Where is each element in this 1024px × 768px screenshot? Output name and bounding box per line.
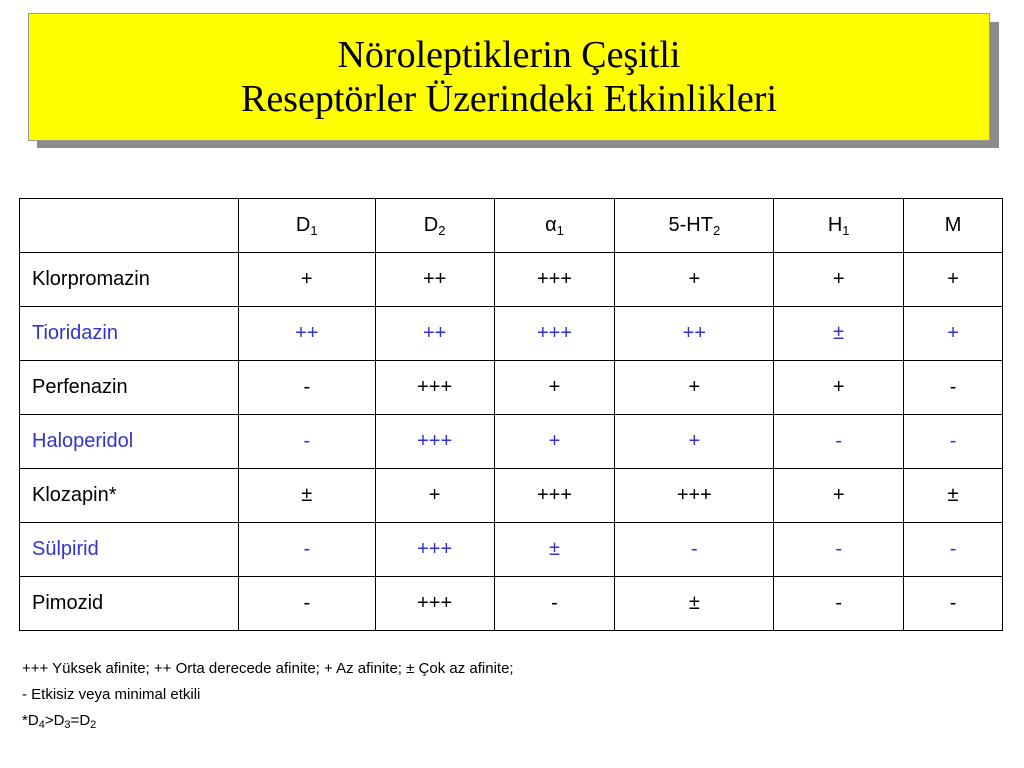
receptor-footnote <box>22 708 514 734</box>
affinity-cell: + <box>238 253 375 307</box>
column-header-base: H <box>827 214 843 236</box>
column-header-base: α <box>545 214 557 236</box>
table-row <box>20 361 1003 415</box>
affinity-cell: - <box>904 415 1003 469</box>
column-header-base: 5-HT <box>668 214 713 236</box>
affinity-cell: - <box>238 577 375 631</box>
affinity-cell: ++ <box>375 253 494 307</box>
affinity-cell: - <box>904 577 1003 631</box>
affinity-cell: - <box>238 415 375 469</box>
column-header-subscript: 2 <box>712 223 721 238</box>
affinity-cell: +++ <box>375 577 494 631</box>
drug-name-cell: Haloperidol <box>20 415 239 469</box>
affinity-cell: + <box>494 415 615 469</box>
affinity-cell: + <box>774 253 904 307</box>
table-row <box>20 415 1003 469</box>
affinity-cell: +++ <box>494 253 615 307</box>
drug-name-cell: Pimozid <box>20 577 239 631</box>
drug-name-cell: Klorpromazin <box>20 253 239 307</box>
slide-title <box>28 13 990 141</box>
footnote-d3-sub: 3 <box>64 719 71 731</box>
affinity-cell: ± <box>774 307 904 361</box>
column-header-5 <box>904 199 1003 253</box>
affinity-cell: +++ <box>375 415 494 469</box>
affinity-cell: +++ <box>375 361 494 415</box>
legend-note: +++ Yüksek afinite; ++ Orta derecede afinite; + Az afinite; ± Çok az afinite; <box>22 660 514 677</box>
affinity-cell: - <box>494 577 615 631</box>
affinity-cell: - <box>238 361 375 415</box>
column-header-base: D <box>295 214 311 236</box>
footnote-d2: D <box>79 712 91 729</box>
affinity-cell: +++ <box>615 469 774 523</box>
footnote-d3: D <box>53 712 65 729</box>
affinity-cell: - <box>904 523 1003 577</box>
table-row <box>20 523 1003 577</box>
affinity-cell: + <box>904 307 1003 361</box>
affinity-cell: ++ <box>375 307 494 361</box>
column-header-subscript: 1 <box>842 223 850 238</box>
footnote-d4: D <box>27 712 39 729</box>
column-header-1 <box>375 199 494 253</box>
drug-name-cell: Perfenazin <box>20 361 239 415</box>
affinity-cell: +++ <box>375 523 494 577</box>
affinity-cell: + <box>615 361 774 415</box>
drug-name-cell: Klozapin* <box>20 469 239 523</box>
footnote-d2-sub: 2 <box>90 719 97 731</box>
table-header-row <box>20 199 1003 253</box>
affinity-cell: ± <box>904 469 1003 523</box>
affinity-cell: + <box>494 361 615 415</box>
column-header-base: D <box>423 214 439 236</box>
affinity-cell: - <box>615 523 774 577</box>
title-line-2: Reseptörler Üzerindeki Etkinlikleri <box>240 78 778 120</box>
column-header-0 <box>238 199 375 253</box>
affinity-cell: ± <box>615 577 774 631</box>
affinity-cell: + <box>774 361 904 415</box>
table-body <box>20 253 1003 631</box>
affinity-cell: ++ <box>615 307 774 361</box>
affinity-cell: ± <box>494 523 615 577</box>
affinity-cell: + <box>774 469 904 523</box>
affinity-cell: - <box>904 361 1003 415</box>
drug-name-cell: Sülpirid <box>20 523 239 577</box>
affinity-cell: ++ <box>238 307 375 361</box>
table-row <box>20 307 1003 361</box>
column-header-subscript: 1 <box>310 223 318 238</box>
notes <box>22 656 514 734</box>
affinity-cell: - <box>774 577 904 631</box>
affinity-cell: - <box>774 523 904 577</box>
column-header-subscript: 1 <box>556 223 564 238</box>
table-row <box>20 469 1003 523</box>
column-header-2 <box>494 199 615 253</box>
receptor-affinity-table <box>19 198 1003 631</box>
affinity-cell: ± <box>238 469 375 523</box>
footnote-gt: > <box>44 712 54 729</box>
affinity-cell: + <box>615 253 774 307</box>
affinity-cell: +++ <box>494 307 615 361</box>
table-row <box>20 577 1003 631</box>
affinity-cell: - <box>238 523 375 577</box>
footnote-star: * <box>22 712 28 729</box>
drug-name-cell: Tioridazin <box>20 307 239 361</box>
table-row <box>20 253 1003 307</box>
affinity-cell: + <box>615 415 774 469</box>
header-corner-cell <box>20 199 239 253</box>
ineffective-note: - Etkisiz veya minimal etkili <box>22 686 201 703</box>
affinity-cell: + <box>904 253 1003 307</box>
footnote-d4-sub: 4 <box>38 719 45 731</box>
column-header-base: M <box>944 214 962 236</box>
affinity-cell: - <box>774 415 904 469</box>
affinity-cell: +++ <box>494 469 615 523</box>
affinity-cell: + <box>375 469 494 523</box>
footnote-eq: = <box>70 712 80 729</box>
title-line-1: Nöroleptiklerin Çeşitli <box>337 34 681 76</box>
column-header-3 <box>615 199 774 253</box>
column-header-subscript: 2 <box>438 223 446 238</box>
column-header-4 <box>774 199 904 253</box>
